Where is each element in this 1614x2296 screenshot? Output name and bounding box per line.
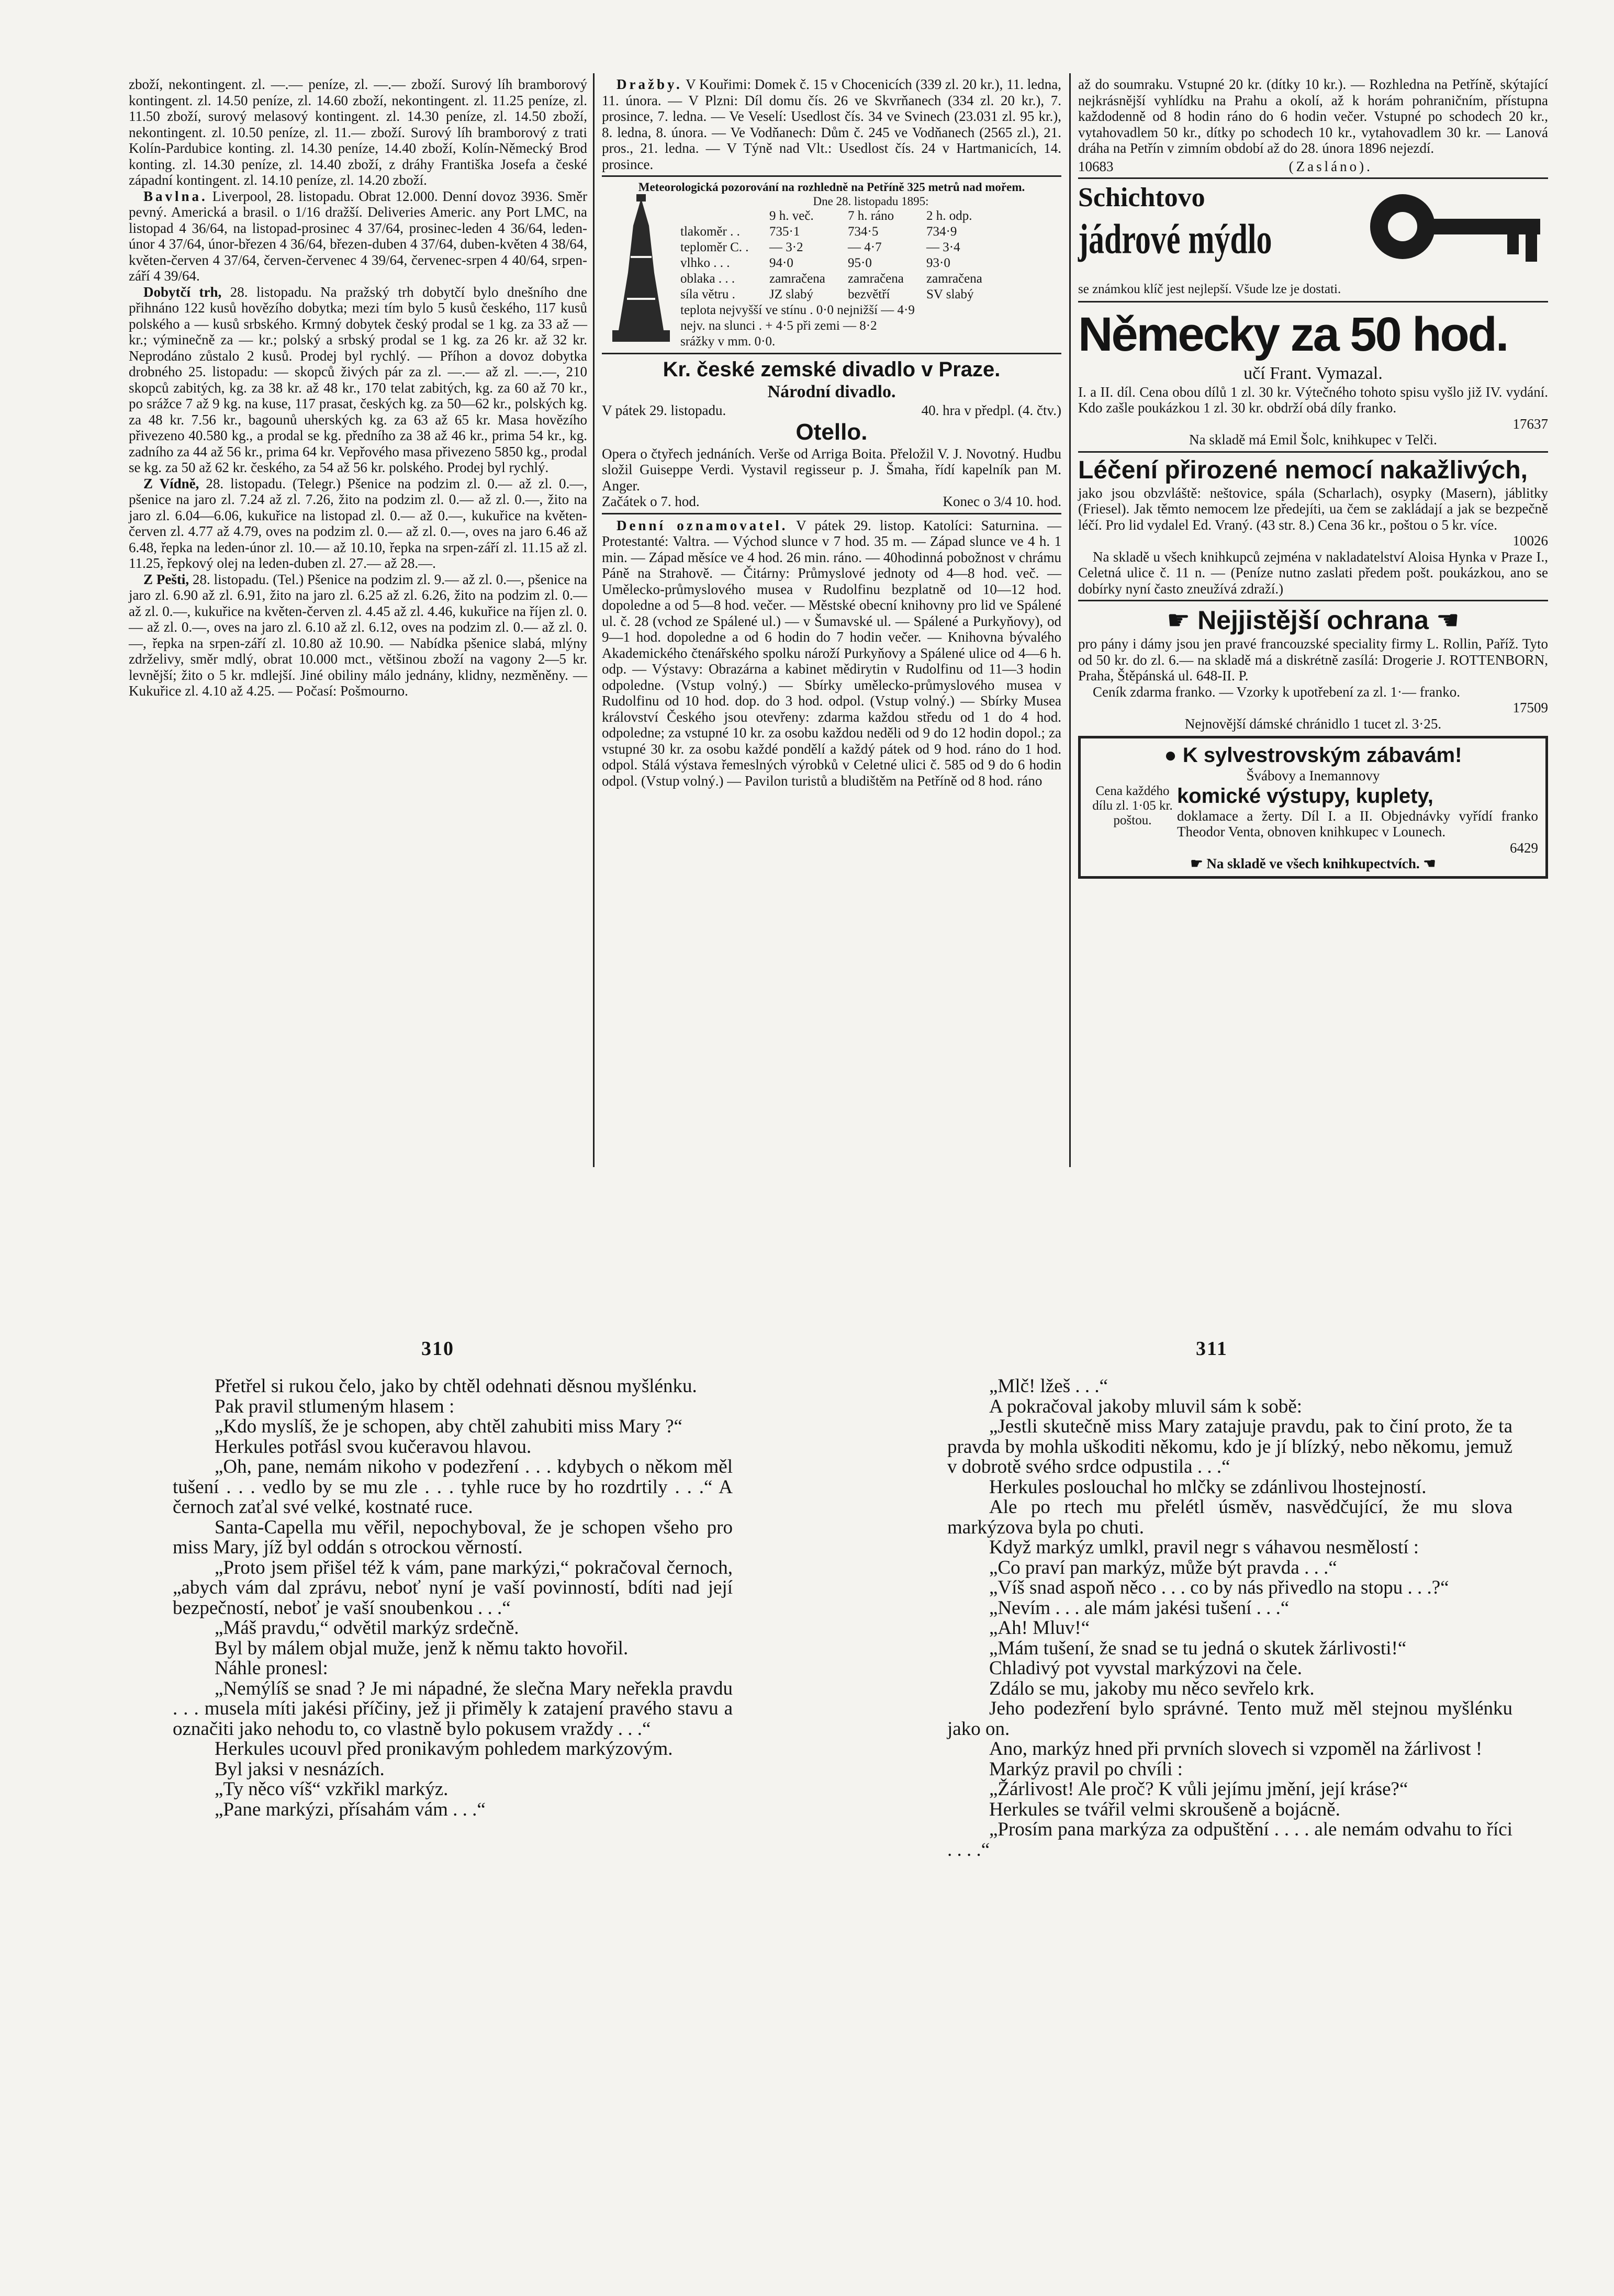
meteorology-date: Dne 28. listopadu 1895:: [813, 195, 929, 208]
sylvester-ad-subtitle: Švábovy a Inemannovy: [1246, 768, 1380, 783]
petrin-tower-illustration: [602, 194, 680, 346]
met-row-label: tlakoměr . .: [680, 225, 740, 239]
story-paragraph: „Mlč! lžeš . . .“: [989, 1375, 1108, 1397]
theatre-subtitle: Národní divadlo.: [767, 382, 896, 401]
story-page-left: [173, 1376, 733, 1820]
german-ad-title: Německy za 50 hod.: [1078, 307, 1508, 361]
story-paragraph: „Mám tušení, že snad se tu jedná o skutek žárlivosti!“: [989, 1637, 1407, 1659]
protection-ad-extra: Nejnovější dámské chránidlo 1 tucet zl. 3·25.: [1184, 715, 1442, 732]
theatre-description: Opera o čtyřech jednáních. Verše od Arriga Boita. Přeložil V. J. Novotný. Hudbu složil Guiseppe Verdi. Vystavil regisseur p. J. Šmaha, řídí kapelník pan M. Anger.: [602, 445, 1061, 494]
theatre-block: [602, 357, 1061, 510]
story-paragraph: „Oh, pane, nemám nikoho v podezření . . . kdybych o někom měl tušení . . . vedlo by se mu zle . . . tyhle ruce by ho rozdrtily . . .“ A černoch zaťal své velké, kostnaté ruce.: [173, 1456, 733, 1518]
soap-ad: [1078, 182, 1548, 282]
story-paragraph: „Co praví pan markýz, může být pravda . . .“: [989, 1556, 1337, 1578]
hand-pointer-icon: ☚: [1419, 856, 1436, 871]
met-value: 734·5: [848, 225, 879, 239]
met-row-label: teploměr C. .: [680, 240, 749, 254]
sylvester-ad-big: komické výstupy, kuplety,: [1177, 784, 1433, 808]
met-value: 94·0: [769, 256, 793, 270]
met-row-label: síla větru .: [680, 287, 735, 301]
met-value: bezvětří: [848, 287, 890, 301]
protection-ad-title: Nejjistější ochrana: [1197, 606, 1429, 635]
announcements-column: [602, 76, 1061, 789]
cattle-market-heading: Dobytčí trh,: [143, 284, 222, 300]
story-paragraph: Jeho podezření bylo správné. Tento muž měl stejnou myšlénku jako on.: [947, 1698, 1512, 1740]
story-paragraph: Pak pravil stlumeným hlasem :: [215, 1395, 455, 1417]
german-ad-distributor: Na skladě má Emil Šolc, knihkupec v Telči.: [1189, 432, 1437, 447]
story-paragraph: Herkules ucouvl před pronikavým pohledem markýzovým.: [215, 1738, 673, 1760]
column-rule-1: [593, 73, 595, 1167]
story-paragraph: Zdálo se mu, jakoby mu něco sevřelo krk.: [989, 1677, 1315, 1699]
german-ad-number: 17637: [1512, 416, 1548, 432]
met-extra-3: srážky v mm. 0·0.: [680, 334, 776, 349]
market-report-column: [129, 76, 587, 699]
met-row-label: oblaka . . .: [680, 272, 735, 286]
meteorology-title: Meteorologická pozorování na rozhledně na Petříně 325 metrů nad mořem.: [638, 181, 1025, 194]
met-row-label: vlhko . . .: [680, 256, 730, 270]
met-value: — 3·2: [769, 240, 803, 254]
theatre-end: Konec o 3/4 10. hod.: [943, 494, 1061, 509]
story-paragraph: Byl jaksi v nesnázích.: [215, 1758, 385, 1780]
story-paragraph: „Nevím . . . ale mám jakési tušení . . .“: [989, 1597, 1290, 1619]
story-paragraph: „Máš pravdu,“ odvětil markýz srdečně.: [215, 1617, 519, 1639]
story-paragraph: „Ah! Mluv!“: [989, 1617, 1090, 1639]
met-extra-2: nejv. na slunci . + 4·5 při zemi — 8·2: [680, 319, 877, 333]
met-value: — 4·7: [848, 240, 882, 254]
met-value: 93·0: [926, 256, 950, 270]
column-rule-2: [1069, 73, 1071, 1167]
vienna-text: 28. listopadu. (Telegr.) Pšenice na podzim zl. 0.— až zl. 0.—, pšenice na jaro zl. 7.24 až zl. 7.26, žito na podzim zl. 0.— až zl. 0.—, žito na jaro zl. 6.04—6.06, kukuřice na listopad zl. 0.— až 0.—, kukuřice na květen-červen zl. 4.77 až 4.79, oves na podzim zl. 0.— až zl. 0.—, oves na jaro 6.46 až 6.48, řepka na leden-únor zl. 10.— až 10.10, řepka na srpen-září zl. 11.15 až zl. 11.25, řepkový olej na leden-duben zl. 27.— až 28.—.: [129, 475, 587, 571]
german-course-ad: [1078, 306, 1548, 448]
met-value: JZ slabý: [769, 287, 814, 301]
page-number-left: 310: [421, 1338, 454, 1360]
story-paragraph: Herkules potřásl svou kučeravou hlavou.: [215, 1436, 532, 1458]
story-paragraph: Náhle pronesl:: [215, 1657, 328, 1679]
healing-book-ad: [1078, 456, 1548, 597]
story-paragraph: „Víš snad aspoň něco . . . co by nás přivedlo na stopu . . .?“: [989, 1577, 1449, 1598]
sylvester-ad-note: Na skladě ve všech knihkupectvích.: [1206, 856, 1420, 871]
sylvester-ad-title: K sylvestrovským zábavám!: [1182, 744, 1462, 767]
met-col-2: 7 h. ráno: [848, 209, 894, 223]
cattle-market-text: 28. listopadu. Na pražský trh dobytčí bylo dnešního dne přihnáno 122 kusů hovězího dobytka; mezi tím bylo 5 kusů českého, 117 kusů polského a — kusů srbského. Krmný dobytek český prodal se 1 kg. za 33 až — kr.; výminečně za — kr.; polský a srbský prodal se 1 kg. za 26 kr. až 32 kr. Neprodáno zůstalo 2 kusů. Prodej byl rychlý. — Příhon a dovoz dobytka drobného 25. listopadu: — skopců živých pár za zl. —.— až zl. —.—, 210 skopců zabitých, kg. za 38 kr. až 48 kr., 170 telat zabitých, kg. za 60 až 70 kr., po srážce 7 až 9 kg. na kuse, 117 prasat, českých kg. za 50—62 kr., polských kg. za 48 kr. 7.56 kr., bagounů uherských kg. za 63 až 65 kr. Masa hovězího přivezeno 40.580 kg., a prodal se kg. předního za 38 až 46 kr., prima 54 kr., kg. zadního za 44 až 56 kr., prima 64 kr. Vepřového masa přivezeno 5850 kg., prodal se kg. za 50 až 62 kr. českého, za 54 až 56 kr. polského. Prodej byl rychlý.: [129, 284, 588, 475]
vienna-heading: Z Vídně,: [143, 475, 199, 491]
ad-number: 10683: [1078, 158, 1114, 174]
protection-ad-text: pro pány i dámy jsou jen pravé francouzské speciality firmy L. Rollin, Paříž. Tyto od 50 kr. do zl. 6.— na skladě má a diskrétně zasílá: Drogerie J. ROTTENBORN, Praha, Štěpánská ul. 648-II. P.: [1078, 636, 1548, 684]
theatre-subscription: 40. hra v předpl. (4. čtv.): [921, 402, 1061, 418]
sylvester-ad: [1078, 736, 1548, 879]
met-col-3: 2 h. odp.: [926, 209, 972, 223]
daily-notice-text: V pátek 29. listop. Katolíci: Saturnina. — Protestanté: Valtra. — Východ slunce v 7 hod. 35 m. — Západ slunce ve 4 h. 1 min. — Západ měsíce ve 4 hod. 26 min. ráno. — 40hodinná pobožnost v chrámu Páně na Strahově. — Čitárny: Průmyslové jednoty od 4—8 hod. več. — Umělecko-průmyslového musea v Rudolfinu bezplatně od 10—12 hod. dopoledne a od 5—8 hod. večer. — Městské obecní knihovny pro lid ve Spálené ul. č. 28 (vchod ze Spálené ul.) — v Šumavské ul. — Spálené a Purkyňovy), od 9—1 hod. dopoledne a od 6 hodin do 7 hodin večer. — Knihovna bývalého Akademického čtenářského spolku nároží Purkyňovy a Spálené ulice od 4—6 h. odp. — Výstavy: Obrazárna a kabinet mědirytin v Rudolfinu od 11—3 hodin odpoledne. (Vstup volný.) — Sbírky umělecko-průmyslového musea v Rudolfinu od 10 hod. dop. do 3 hod. odpol. (Vstup volný.) — Sbírky Musea království Českého jsou otevřeny: zdarma každou středu od 1 do 4 hod. odpoledne; za vstupné 10 kr. za osobu každou neděli od 9 do 12 hodin dopol.; za vstupné 30 kr. za osobu každé pondělí a každý pátek od 9 hod. ráno do 1 hod. odpol. Stálá výstava řemeslných výrobků v Celetné ulici č. 585 od 9 do 6 hodin odpol. (Vstup volný.) — Pavilon turistů a bludištěm na Petříně od 8 hod. ráno: [602, 517, 1062, 789]
bullet-icon: ●: [1164, 744, 1183, 767]
story-paragraph: „Prosím pana markýza za odpuštění . . . . ale nemám odvahu to říci . . . .“: [947, 1819, 1512, 1861]
protection-ad-note: Ceník zdarma franko. — Vzorky k upotřebení za zl. 1·— franko.: [1093, 684, 1461, 700]
hand-pointer-icon: ☛: [1190, 856, 1207, 871]
auctions-text: V Kouřimi: Domek č. 15 v Chocenicích (339 zl. 20 kr.), 11. ledna, 11. února. — V Plzni: Díl domu čís. 26 ve Skvrňanech (334 zl. 20 kr.), 7. prosince, 7. ledna. — Ve Veselí: Usedlost čís. 34 ve Svinech (23.031 zl. 95 kr.), 8. ledna, 8. února. — Ve Vodňanech: Dům č. 245 ve Vodňanech (2565 zl.), 21. pros., 21. ledna. — V Týně nad Vlt.: Usedlost čís. 24 v Hartmanicích, 14. prosince.: [602, 76, 1062, 172]
spirit-prices: zboží, nekontingent. zl. —.— peníze, zl. —.— zboží. Surový líh bramborový kontingent. zl. 14.50 peníze, zl. 14.60 zboží, nekontingent. zl. 11.25 peníze, zl. 11.50 zboží, surový melasový kontingent. zl. 14.30 peníze, zl. 14.50 zboží, nekontingent. zl. 10.50 peníze, zl. 11.— zboží. Surový líh bramborový z trati Kolín-Pardubice konting. zl. 14.30 peníze, 14.40 zboží, Kolín-Německý Brod konting. zl. 14.30 peníze, zl. 14.40 zboží, z dráhy Františka Josefa a české západní kontingent. zl. 14.10 peníze, zl. 14.20 zboží.: [129, 76, 587, 188]
met-value: 735·1: [769, 225, 800, 239]
protection-ad: [1078, 604, 1548, 732]
story-paragraph: Ano, markýz hned při prvních slovech si vzpoměl na žárlivost !: [989, 1738, 1483, 1760]
story-paragraph: Přetřel si rukou čelo, jako by chtěl odehnati děsnou myšlénku.: [215, 1375, 697, 1397]
met-value: — 3·4: [926, 240, 960, 254]
theatre-start: Začátek o 7. hod.: [602, 494, 700, 509]
story-paragraph: „Ty něco víš“ vzkřikl markýz.: [215, 1778, 449, 1800]
theatre-title: Kr. české zemské divadlo v Praze.: [663, 358, 1001, 381]
daily-notice-heading: Denní oznamovatel.: [617, 517, 788, 533]
petrin-notice: až do soumraku. Vstupné 20 kr. (dítky 10 kr.). — Rozhledna na Petříně, skýtající nejkrásnější vyhlídku na Prahu a okolí, až k horám pohraničním, přístupna každodenně od 8 hodin ráno do 6 hodin večer. Vstupné po schodech 20 kr., vytahovadlem 50 kr., dítky po schodech 10 kr., vytahovadlem 30 kr. — Lanová dráha na Petřín v zimním období až do 28. února 1896 nejezdí.: [1078, 76, 1548, 156]
ad-tag: (Zasláno).: [1288, 158, 1373, 174]
story-paragraph: Byl by málem objal muže, jenž k němu takto hovořil.: [215, 1637, 629, 1659]
story-paragraph: Santa-Capella mu věřil, nepochyboval, že je schopen všeho pro miss Mary, jíž byl oddán s otrockou věrností.: [173, 1516, 733, 1558]
soap-ad-subtitle: jádrové mýdlo: [1078, 216, 1272, 263]
soap-ad-title: Schichtovo: [1078, 183, 1205, 212]
soap-ad-note: se známkou klíč jest nejlepší. Všude lze je dostati.: [1078, 282, 1341, 296]
sylvester-ad-price: Cena každého dílu zl. 1·05 kr. poštou.: [1092, 783, 1173, 827]
german-ad-text: I. a II. díl. Cena obou dílů 1 zl. 30 kr. Výtečného tohoto spisu vyšlo již IV. vydání. Kdo zašle poukázkou 1 zl. 30 kr. obdrží obá díly franko.: [1078, 384, 1548, 416]
page-number-right: 311: [1196, 1338, 1228, 1360]
healing-ad-title: Léčení přirozené nemocí nakažlivých,: [1078, 456, 1528, 484]
story-paragraph: Chladivý pot vyvstal markýzovi na čele.: [989, 1657, 1303, 1679]
sylvester-ad-number: 6429: [1510, 839, 1538, 856]
cotton-heading: Bavlna.: [143, 188, 208, 204]
story-paragraph: „Jestli skutečně miss Mary zatajuje pravdu, pak to činí proto, že ta pravda by mohla uškoditi někomu, kdo je jí blízký, nebo někomu, jemuž v dobrotě svého srdce odpustila . . .“: [947, 1416, 1512, 1477]
met-value: 95·0: [848, 256, 872, 270]
meteorology-block: [602, 180, 1061, 350]
story-paragraph: „Pane markýzi, přísahám vám . . .“: [215, 1798, 486, 1820]
healing-ad-distributor: Na skladě u všech knihkupců zejména v nakladatelství Aloisa Hynka v Praze I., Celetná ulice č. 11 n. — (Peníze nutno zaslati předem pošt. poukázkou, ano se dobírky nyní často zneužívá zdraží.): [1078, 548, 1548, 597]
story-paragraph: „Žárlivost! Ale proč? K vůli jejímu jmění, její kráse?“: [989, 1778, 1408, 1800]
protection-ad-number: 17509: [1512, 700, 1548, 715]
pest-text: 28. listopadu. (Tel.) Pšenice na podzim zl. 9.— až zl. 0.—, pšenice na jaro zl. 6.90 až zl. 6.91, žito na jaro zl. 6.25 až zl. 6.26, žito na podzim zl. 0.— až zl. 0.—, kukuřice na květen-červen zl. 4.45 až zl. 4.46, kukuřice na říjen zl. 0.— až zl. 0.—, oves na jaro zl. 6.10 až zl. 6.12, oves na podzim zl. 0.— až zl. 0.—, řepka na srpen-září zl. 10.80 až 10.90. — Nabídka pšenice slabá, mlýny zdrželivy, směr mdlý, obrat 10.000 mct., většinou zboží na vagony 2—5 kr. levnější; žito o 5 kr. mdlejší. Jiné obiliny málo jednány, klidny, nezměněny. — Kukuřice zl. 4.10 až 4.25. — Počasí: Pošmourno.: [129, 571, 587, 699]
met-extra-1: teplota nejvyšší ve stínu . 0·0 nejnižší — 4·9: [680, 303, 915, 317]
story-paragraph: Ale po rtech mu přelétl úsměv, nasvědčující, že mu slova markýzova byla po chuti.: [947, 1496, 1512, 1538]
story-paragraph: „Kdo myslíš, že je schopen, aby chtěl zahubiti miss Mary ?“: [215, 1416, 682, 1437]
met-value: zamračena: [926, 272, 982, 286]
story-paragraph: „Nemýlíš se snad ? Je mi nápadné, že slečna Mary neřekla pravdu . . . musela míti jakési příčiny, jež ji přiměly k zatajení pravého stavu a označiti jako nehodu to, co vlastně bylo pokusem vraždy . . .“: [173, 1677, 733, 1740]
advertisements-column: [1078, 76, 1548, 879]
healing-ad-text: jako jsou obzvláště: neštovice, spála (Scharlach), osypky (Masern), jáblitky (Friesel). Jak těmto nemocem lze předejíti, ua čem se zakládají a jak se bezpečně léčí. Pro lid vydalel Ed. Vraný. (43 str. 8.) Cena 36 kr., poštou o 5 kr. více.: [1078, 485, 1548, 533]
hand-pointer-icon: ☛: [1167, 606, 1198, 635]
key-icon: [1366, 187, 1544, 266]
met-value: SV slabý: [926, 287, 974, 301]
cotton-text: Liverpool, 28. listopadu. Obrat 12.000. Denní dovoz 3936. Směr pevný. Americká a brasil. o 1/16 dražší. Deliveries Americ. any Port LMC, na listopad 4 36/64, na listopad-prosinec 4 37/64, prosinec-leden 4 36/64, leden-únor 4 37/64, únor-březen 4 36/64, březen-duben 4 37/64, duben-květen 4 38/64, květen-červen 4 37/64, červen-červenec 4 39/64, červenec-srpen 4 40/64, srpen-září 4 39/64.: [129, 188, 588, 284]
story-paragraph: Markýz pravil po chvíli :: [989, 1758, 1183, 1780]
story-paragraph: „Proto jsem přišel též k vám, pane markýzi,“ pokračoval černoch, „abych vám dal zprávu, neboť nyní je vaší povinností, bdíti nad její bezpečností, neboť je vaší snoubenkou . . .“: [173, 1556, 733, 1619]
story-paragraph: Když markýz umlkl, pravil negr s váhavou nesmělostí :: [989, 1537, 1419, 1558]
pest-heading: Z Pešti,: [143, 571, 189, 587]
hand-pointer-icon: ☚: [1428, 606, 1460, 635]
story-paragraph: A pokračoval jakoby mluvil sám k sobě:: [989, 1395, 1303, 1417]
theatre-date: V pátek 29. listopadu.: [602, 402, 726, 418]
theatre-play: Otello.: [795, 419, 868, 445]
met-value: 734·9: [926, 225, 957, 239]
story-page-right: [947, 1376, 1512, 1860]
sylvester-ad-text: doklamace a žerty. Díl I. a II. Objednávky vyřídí franko Theodor Venta, obnoven knihkupec v Lounech.: [1177, 808, 1538, 839]
german-ad-author: učí Frant. Vymazal.: [1243, 363, 1383, 383]
met-col-1: 9 h. več.: [769, 209, 814, 223]
met-value: zamračena: [848, 272, 904, 286]
auctions-heading: Dražby.: [617, 76, 682, 92]
story-paragraph: Herkules poslouchal ho mlčky se zdánlivou lhostejností.: [989, 1476, 1427, 1498]
healing-ad-number: 10026: [1512, 533, 1548, 548]
met-value: zamračena: [769, 272, 825, 286]
story-paragraph: Herkules se tvářil velmi skroušeně a bojácně.: [989, 1798, 1340, 1820]
